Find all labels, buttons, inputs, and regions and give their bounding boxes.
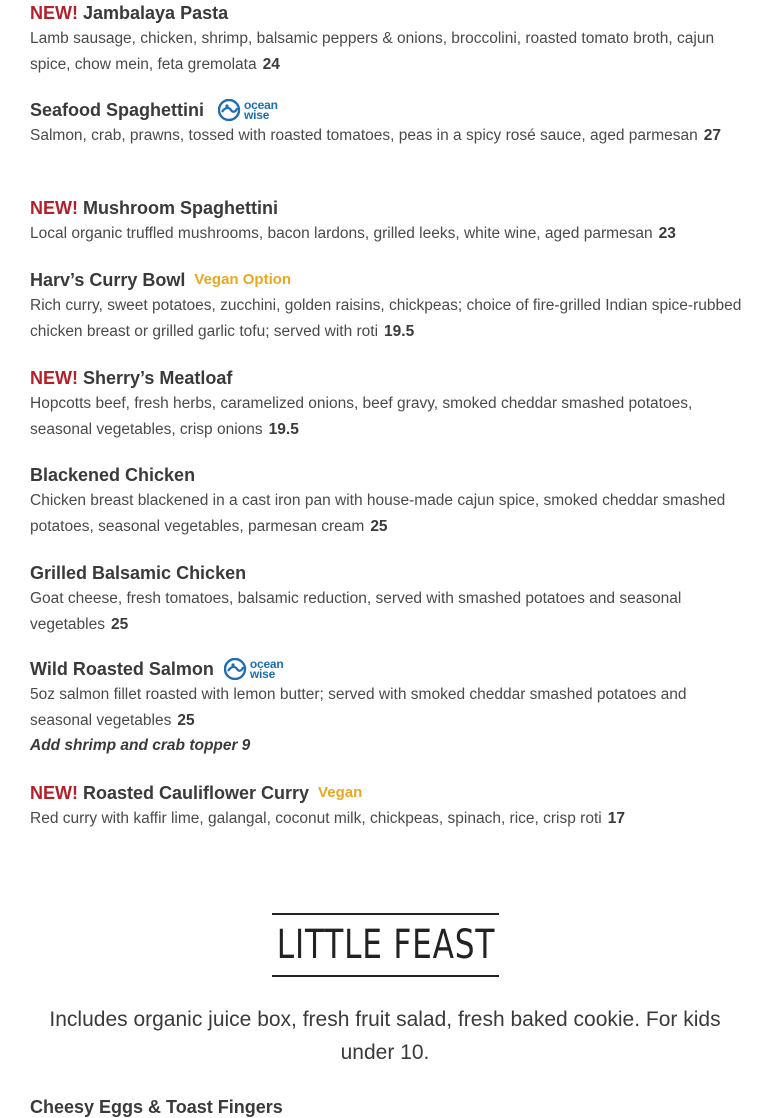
section-header [272, 913, 499, 977]
item-description-text: Hopcotts beef, fresh herbs, caramelized onions, beef gravy, smoked cheddar smashed potatoes, seasonal vegetables, crisp onions [30, 395, 693, 438]
new-badge: NEW! [30, 783, 78, 803]
item-description [30, 682, 742, 733]
menu-item-grilled-balsamic-chicken [30, 560, 742, 637]
item-description-text: Local organic truffled mushrooms, bacon lardons, grilled leeks, white wine, aged parmesan [30, 225, 653, 242]
item-title [30, 780, 742, 806]
item-price: 17 [607, 810, 625, 827]
ocean-wise-logo-icon [224, 658, 284, 680]
menu-item-blackened-chicken [30, 462, 742, 539]
item-description [30, 391, 742, 442]
item-price: 25 [177, 711, 195, 729]
addon-text: Add shrimp and crab topper [30, 737, 238, 754]
section-title: LITTLE FEAST [276, 922, 495, 968]
item-title [30, 267, 742, 293]
menu-item-roasted-cauliflower-curry [30, 780, 742, 832]
menu-item-name-partial: Cheesy Eggs & Toast Fingers [30, 1097, 283, 1117]
item-price: 19.5 [268, 420, 299, 438]
menu-item-wild-roasted-salmon [30, 656, 742, 759]
item-price: 27 [703, 127, 721, 144]
item-addon [30, 733, 742, 759]
item-name: Blackened Chicken [30, 465, 196, 485]
item-price: 19.5 [384, 322, 415, 340]
menu-item-sherrys-meatloaf [30, 365, 742, 442]
item-description-text: 5oz salmon fillet roasted with lemon butter; served with smoked cheddar smashed potatoes and seasonal vegetables [30, 686, 687, 729]
item-description [30, 293, 742, 344]
ocean-wise-logo-icon [218, 99, 278, 121]
addon-price: 9 [241, 737, 251, 754]
menu-item-mushroom-spaghettini [30, 195, 742, 247]
vegan-option-tag: Vegan Option [194, 271, 292, 288]
ocean-wise-line1: ocean [249, 657, 284, 671]
item-description [30, 806, 742, 832]
item-description-text: Red curry with kaffir lime, galangal, coconut milk, chickpeas, spinach, rice, crisp roti [30, 810, 602, 827]
item-description [30, 26, 742, 77]
item-description-text: Rich curry, sweet potatoes, zucchini, golden raisins, chickpeas; choice of fire-grilled Indian spice-rubbed chicken breast or grilled garlic tofu; served with roti [30, 297, 742, 340]
new-badge: NEW! [30, 198, 78, 218]
ocean-wise-line2: wise [249, 667, 276, 681]
item-description-text: Chicken breast blackened in a cast iron pan with house-made cajun spice, smoked cheddar smashed potatoes, seasonal vegetables, parmesan cream [30, 492, 726, 535]
item-title [30, 365, 742, 391]
item-name: Jambalaya Pasta [83, 3, 229, 23]
item-name: Roasted Cauliflower Curry [83, 783, 310, 803]
item-description [30, 123, 742, 149]
item-name: Wild Roasted Salmon [30, 659, 214, 679]
item-title [30, 462, 742, 488]
item-name: Sherry’s Meatloaf [83, 368, 233, 388]
item-price: 24 [262, 55, 280, 73]
menu-item-seafood-spaghettini [30, 97, 742, 149]
item-description-text: Lamb sausage, chicken, shrimp, balsamic peppers & onions, broccolini, roasted tomato broth, cajun spice, chow mein, feta gremolata [30, 30, 715, 73]
item-description-text: Goat cheese, fresh tomatoes, balsamic reduction, served with smashed potatoes and seasonal vegetables [30, 590, 682, 633]
menu-item-harvs-curry-bowl [30, 267, 742, 344]
item-price: 25 [110, 615, 129, 633]
item-name: Seafood Spaghettini [30, 100, 205, 120]
item-name: Harv’s Curry Bowl [30, 270, 186, 290]
new-badge: NEW! [30, 368, 78, 388]
vegan-tag: Vegan [318, 784, 363, 801]
section-note: Includes organic juice box, fresh fruit salad, fresh baked cookie. For kids under 10. [49, 1008, 721, 1064]
item-price: 25 [370, 517, 388, 535]
ocean-wise-line1: ocean [244, 98, 278, 112]
item-title [30, 560, 742, 586]
menu-item-jambalaya-pasta [30, 0, 742, 77]
item-title [30, 195, 742, 221]
item-description [30, 221, 742, 247]
new-badge: NEW! [30, 3, 78, 23]
item-title [30, 0, 742, 26]
item-title [30, 656, 742, 682]
item-description [30, 488, 742, 539]
item-price: 23 [658, 225, 676, 242]
item-name: Grilled Balsamic Chicken [30, 563, 247, 583]
item-description [30, 586, 742, 637]
item-description-text: Salmon, crab, prawns, tossed with roasted tomatoes, peas in a spicy rosé sauce, aged parmesan [30, 127, 698, 144]
item-name: Mushroom Spaghettini [83, 198, 278, 218]
item-title [30, 97, 742, 123]
ocean-wise-line2: wise [244, 108, 270, 122]
